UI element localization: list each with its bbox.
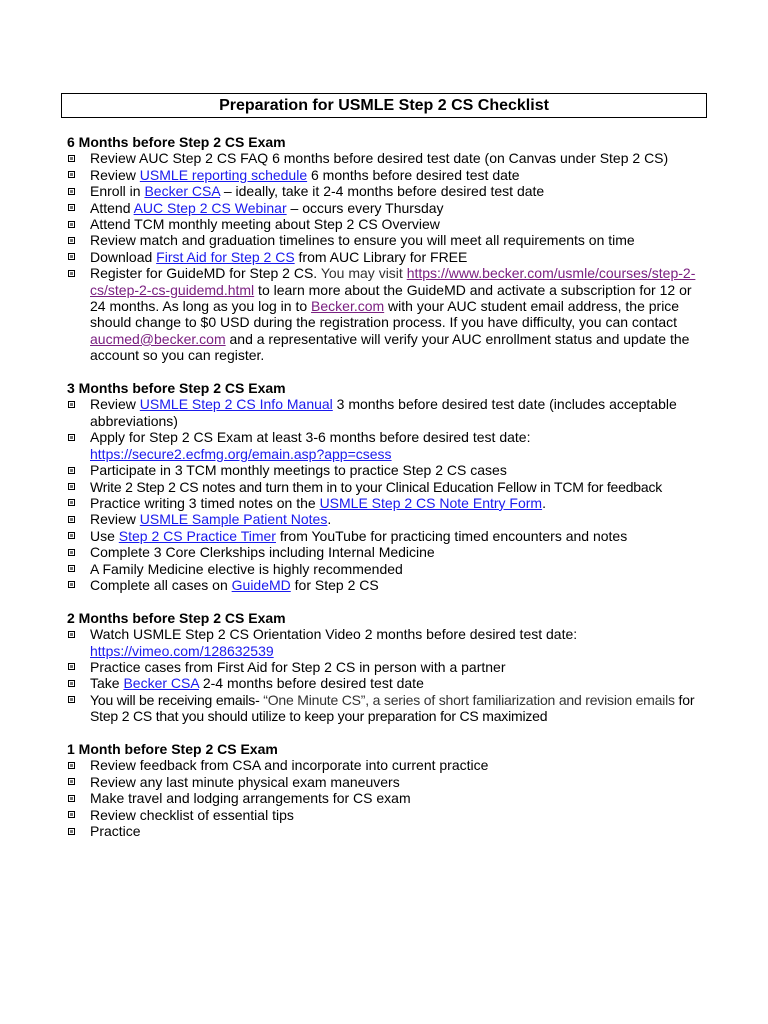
checkbox-bullet-icon	[68, 811, 75, 818]
checkbox-bullet-icon	[68, 762, 75, 769]
section-2-months	[67, 610, 707, 725]
sample-patient-notes-link[interactable]: USMLE Sample Patient Notes	[139, 511, 328, 528]
list-item: Attend TCM monthly meeting about Step 2 CS Overview	[67, 216, 707, 232]
section-1-month	[67, 741, 707, 839]
becker-csa-link[interactable]: Becker CSA	[144, 183, 220, 200]
checkbox-bullet-icon	[68, 631, 75, 638]
info-manual-link[interactable]: USMLE Step 2 CS Info Manual	[139, 396, 333, 413]
usmle-reporting-schedule-link[interactable]: USMLE reporting schedule	[139, 166, 308, 183]
checklist-content	[67, 134, 707, 856]
list-item: Review checklist of essential tips	[67, 807, 707, 823]
checkbox-bullet-icon	[68, 155, 75, 162]
list-item: Practice	[67, 823, 707, 839]
checkbox-bullet-icon	[68, 483, 75, 490]
list-item: Review any last minute physical exam maneuvers	[67, 774, 707, 790]
checkbox-bullet-icon	[68, 680, 75, 687]
checkbox-bullet-icon	[68, 696, 75, 703]
checkbox-bullet-icon	[68, 270, 75, 277]
list-item: Complete 3 Core Clerkships including Internal Medicine	[67, 544, 707, 560]
becker-guidemd-link[interactable]: https://www.becker.com/usmle/courses/step-2-cs/step-2-cs-guidemd.html	[90, 265, 696, 298]
section-3-months	[67, 380, 707, 593]
list-item: Use Step 2 CS Practice Timer from YouTube for practicing timed encounters and notes	[67, 528, 707, 544]
checkbox-bullet-icon	[68, 795, 75, 802]
aucmed-email-link[interactable]: aucmed@becker.com	[90, 330, 226, 347]
section-heading: 6 Months before Step 2 CS Exam	[67, 134, 286, 150]
becker-csa-link[interactable]: Becker CSA	[123, 675, 199, 692]
checkbox-bullet-icon	[68, 204, 75, 211]
list-item: Practice writing 3 timed notes on the USMLE Step 2 CS Note Entry Form.	[67, 495, 707, 511]
list-item: Participate in 3 TCM monthly meetings to practice Step 2 CS cases	[67, 462, 707, 478]
section-heading: 3 Months before Step 2 CS Exam	[67, 380, 286, 397]
practice-timer-link[interactable]: Step 2 CS Practice Timer	[118, 527, 276, 544]
list-item: Practice cases from First Aid for Step 2 CS in person with a partner	[67, 659, 707, 675]
checkbox-bullet-icon	[68, 549, 75, 556]
section-heading: 2 Months before Step 2 CS Exam	[67, 609, 286, 626]
checkbox-bullet-icon	[68, 532, 75, 539]
checkbox-bullet-icon	[68, 253, 75, 260]
list-item: A Family Medicine elective is highly recommended	[67, 561, 707, 577]
guidemd-link[interactable]: GuideMD	[231, 576, 291, 593]
checkbox-bullet-icon	[68, 516, 75, 523]
checkbox-bullet-icon	[68, 434, 75, 441]
list-item: Review USMLE Step 2 CS Info Manual 3 months before desired test date (includes acceptable abbreviations)	[67, 396, 707, 429]
checkbox-bullet-icon	[68, 581, 75, 588]
checkbox-bullet-icon	[68, 778, 75, 785]
list-item: Review USMLE reporting schedule 6 months before desired test date	[67, 167, 707, 183]
list-item: Attend AUC Step 2 CS Webinar – occurs every Thursday	[67, 200, 707, 216]
checkbox-bullet-icon	[68, 828, 75, 835]
list-item: Complete all cases on GuideMD for Step 2 CS	[67, 577, 707, 593]
list-item: Download First Aid for Step 2 CS from AUC Library for FREE	[67, 249, 707, 265]
checkbox-bullet-icon	[68, 401, 75, 408]
checklist	[67, 626, 707, 724]
list-item: Apply for Step 2 CS Exam at least 3-6 months before desired test date: https://secure2.ecfmg.org/emain.asp?app=csess	[67, 429, 707, 462]
list-item: You will be receiving emails- “One Minute CS”, a series of short familiarization and revision emails for Step 2 CS that you should utilize to keep your preparation for CS maximized	[67, 692, 707, 725]
list-item: Watch USMLE Step 2 CS Orientation Video 2 months before desired test date: https://vimeo.com/128632539	[67, 626, 707, 659]
list-item: Review USMLE Sample Patient Notes.	[67, 511, 707, 527]
checklist	[67, 757, 707, 839]
vimeo-link[interactable]: https://vimeo.com/128632539	[90, 642, 274, 659]
section-6-months	[67, 134, 707, 364]
becker-com-link[interactable]: Becker.com	[311, 298, 385, 315]
checkbox-bullet-icon	[68, 565, 75, 572]
first-aid-link[interactable]: First Aid for Step 2 CS	[156, 248, 295, 265]
checkbox-bullet-icon	[68, 171, 75, 178]
list-item: Enroll in Becker CSA – ideally, take it 2-4 months before desired test date	[67, 183, 707, 199]
checklist	[67, 150, 707, 363]
checkbox-bullet-icon	[68, 237, 75, 244]
checkbox-bullet-icon	[68, 663, 75, 670]
list-item: Review match and graduation timelines to ensure you will meet all requirements on time	[67, 232, 707, 248]
list-item: Review AUC Step 2 CS FAQ 6 months before desired test date (on Canvas under Step 2 CS)	[67, 150, 707, 166]
section-heading: 1 Month before Step 2 CS Exam	[67, 740, 278, 757]
page-title: Preparation for USMLE Step 2 CS Checklist	[61, 93, 707, 118]
list-item: Write 2 Step 2 CS notes and turn them in to your Clinical Education Fellow in TCM for feedback	[67, 479, 707, 495]
list-item: Take Becker CSA 2-4 months before desired test date	[67, 675, 707, 691]
checkbox-bullet-icon	[68, 467, 75, 474]
checkbox-bullet-icon	[68, 188, 75, 195]
checklist	[67, 396, 707, 593]
list-item: Register for GuideMD for Step 2 CS. You may visit https://www.becker.com/usmle/courses/step-2-cs/step-2-cs-guidemd.html to learn more about the GuideMD and activate a subscription for 12 or 24 months. As long as you log in to Becker.com with your AUC student email address, the price should change to $0 USD during the registration process. If you have difficulty, you can contact aucmed@becker.com and a representative will verify your AUC enrollment status and update the account so you can register.	[67, 265, 707, 363]
checkbox-bullet-icon	[68, 221, 75, 228]
checkbox-bullet-icon	[68, 499, 75, 506]
note-entry-form-link[interactable]: USMLE Step 2 CS Note Entry Form	[319, 494, 543, 511]
list-item: Review feedback from CSA and incorporate into current practice	[67, 757, 707, 773]
ecfmg-link[interactable]: https://secure2.ecfmg.org/emain.asp?app=csess	[90, 445, 392, 462]
list-item: Make travel and lodging arrangements for CS exam	[67, 790, 707, 806]
auc-webinar-link[interactable]: AUC Step 2 CS Webinar	[133, 199, 287, 216]
